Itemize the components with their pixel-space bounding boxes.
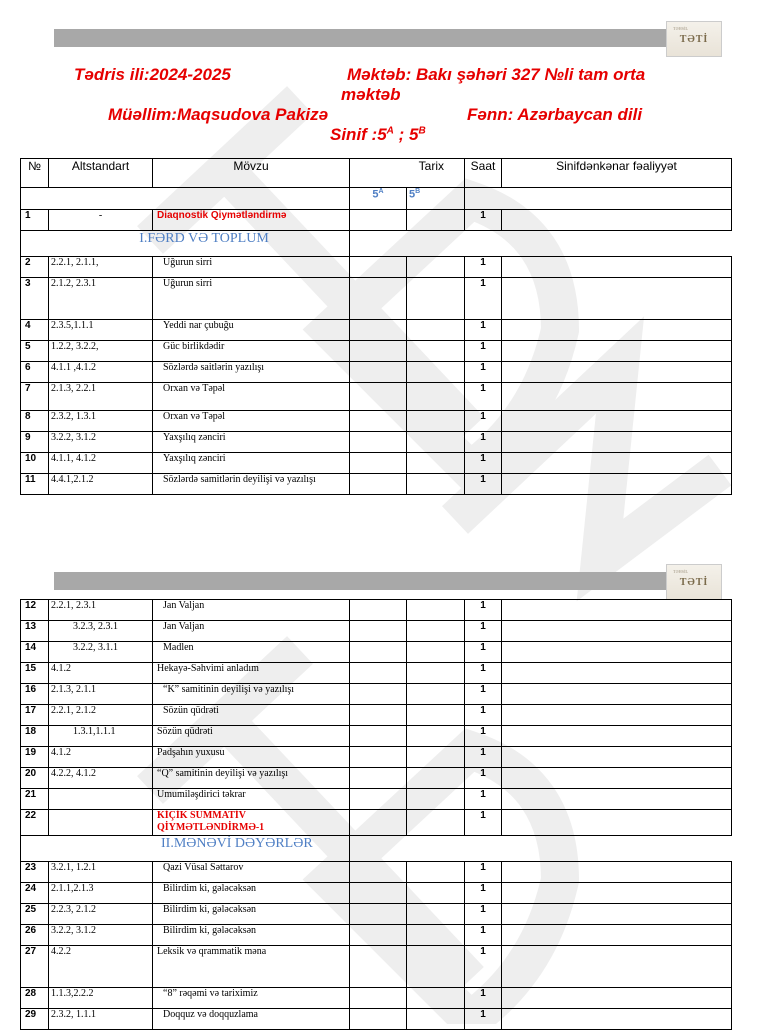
row-hours: 1 bbox=[465, 768, 502, 789]
row-topic: Madlen bbox=[153, 642, 350, 663]
col-hours: Saat bbox=[465, 159, 502, 188]
row-hours: 1 bbox=[465, 925, 502, 946]
row-substandard: 2.1.2, 2.3.1 bbox=[49, 278, 153, 320]
row-date-5b bbox=[407, 925, 465, 946]
row-date-5a bbox=[350, 411, 407, 432]
row-substandard: 2.3.2, 1.3.1 bbox=[49, 411, 153, 432]
subheader-5b bbox=[407, 188, 465, 210]
section-row bbox=[21, 836, 732, 862]
row-date-5a bbox=[350, 642, 407, 663]
row-extracurricular bbox=[502, 904, 732, 925]
subject-name: Fənn: Azərbaycan dili bbox=[467, 105, 643, 124]
table-row bbox=[21, 988, 732, 1009]
row-topic: Sözlərdə saitlərin yazılışı bbox=[153, 362, 350, 383]
table-row bbox=[21, 278, 732, 320]
row-extracurricular bbox=[502, 278, 732, 320]
table-row bbox=[21, 705, 732, 726]
row-extracurricular bbox=[502, 453, 732, 474]
row-date-5b bbox=[407, 988, 465, 1009]
row-hours: 1 bbox=[465, 883, 502, 904]
page-header-bar bbox=[54, 29, 666, 47]
row-hours: 1 bbox=[465, 810, 502, 836]
row-number: 15 bbox=[21, 663, 49, 684]
row-date-5b bbox=[407, 883, 465, 904]
subheader-5a bbox=[350, 188, 407, 210]
row-number: 21 bbox=[21, 789, 49, 810]
row-substandard: 2.3.5,1.1.1 bbox=[49, 320, 153, 341]
row-date-5a bbox=[350, 278, 407, 320]
row-extracurricular bbox=[502, 1009, 732, 1030]
row-hours: 1 bbox=[465, 946, 502, 988]
row-date-5a bbox=[350, 946, 407, 988]
row-substandard bbox=[49, 789, 153, 810]
row-extracurricular bbox=[502, 320, 732, 341]
table-row bbox=[21, 642, 732, 663]
school-name-line1: Məktəb: Bakı şəhəri 327 №li tam orta bbox=[347, 65, 646, 84]
section-row bbox=[21, 231, 732, 257]
row-topic: Güc birlikdədir bbox=[153, 341, 350, 362]
col-date-label: Tarix bbox=[418, 159, 444, 173]
row-number: 5 bbox=[21, 341, 49, 362]
row-substandard: 1.3.1,1.1.1 bbox=[49, 726, 153, 747]
row-extracurricular bbox=[502, 411, 732, 432]
table-row bbox=[21, 383, 732, 411]
row-date-5b bbox=[407, 946, 465, 988]
row-topic: Padşahın yuxusu bbox=[153, 747, 350, 768]
class-sep: ; 5 bbox=[393, 125, 419, 144]
row-date-5a bbox=[350, 925, 407, 946]
class-prefix: Sinif :5 bbox=[330, 125, 387, 144]
row-date-5b bbox=[407, 474, 465, 495]
table-row bbox=[21, 663, 732, 684]
row-date-5b bbox=[407, 768, 465, 789]
subheader-blank-right bbox=[465, 188, 732, 210]
row-number: 22 bbox=[21, 810, 49, 836]
row-date-5a bbox=[350, 341, 407, 362]
table-row bbox=[21, 474, 732, 495]
row-hours: 1 bbox=[465, 684, 502, 705]
col-number: № bbox=[21, 159, 49, 188]
logo-text: TƏTİ bbox=[679, 33, 709, 45]
row-substandard: 1.2.2, 3.2.2, bbox=[49, 341, 153, 362]
row-date-5a bbox=[350, 600, 407, 621]
row-date-5a bbox=[350, 432, 407, 453]
row-topic: “Q” samitinin deyilişi və yazılışı bbox=[153, 768, 350, 789]
row-extracurricular bbox=[502, 684, 732, 705]
row-date-5b bbox=[407, 705, 465, 726]
row-substandard: 3.2.2, 3.1.2 bbox=[49, 432, 153, 453]
row-substandard: 3.2.2, 3.1.1 bbox=[49, 642, 153, 663]
row-substandard bbox=[49, 810, 153, 836]
row-date-5b bbox=[407, 642, 465, 663]
row-hours: 1 bbox=[465, 862, 502, 883]
row-substandard: 2.1.3, 2.1.1 bbox=[49, 684, 153, 705]
row-topic: Bilirdim ki, gələcəksən bbox=[153, 925, 350, 946]
row-substandard: 2.2.1, 2.1.1, bbox=[49, 257, 153, 278]
row-date-5b bbox=[407, 320, 465, 341]
row-date-5a bbox=[350, 210, 407, 231]
col-date bbox=[350, 159, 465, 188]
section-title: II.MƏNƏVİ DƏYƏRLƏR bbox=[21, 836, 350, 862]
table-row bbox=[21, 946, 732, 988]
row-extracurricular bbox=[502, 663, 732, 684]
row-topic: Qazi Vüsal Səttarov bbox=[153, 862, 350, 883]
row-extracurricular bbox=[502, 621, 732, 642]
row-substandard: 3.2.2, 3.1.2 bbox=[49, 925, 153, 946]
table-row bbox=[21, 411, 732, 432]
row-topic: Orxan və Təpəl bbox=[153, 411, 350, 432]
lesson-plan-table-page1 bbox=[20, 158, 732, 495]
row-number: 20 bbox=[21, 768, 49, 789]
row-number: 17 bbox=[21, 705, 49, 726]
row-date-5b bbox=[407, 1009, 465, 1030]
logo-caption: TƏHSİL bbox=[673, 26, 689, 31]
row-number: 28 bbox=[21, 988, 49, 1009]
row-date-5b bbox=[407, 663, 465, 684]
row-hours: 1 bbox=[465, 600, 502, 621]
row-topic: Yaxşılıq zənciri bbox=[153, 453, 350, 474]
table-row bbox=[21, 621, 732, 642]
row-date-5a bbox=[350, 257, 407, 278]
row-substandard: 4.1.1, 4.1.2 bbox=[49, 453, 153, 474]
row-hours: 1 bbox=[465, 362, 502, 383]
row-hours: 1 bbox=[465, 278, 502, 320]
row-topic: Jan Valjan bbox=[153, 621, 350, 642]
row-date-5a bbox=[350, 810, 407, 836]
row-number: 10 bbox=[21, 453, 49, 474]
row-date-5a bbox=[350, 474, 407, 495]
row-date-5b bbox=[407, 383, 465, 411]
row-substandard: 4.1.2 bbox=[49, 747, 153, 768]
row-date-5a bbox=[350, 747, 407, 768]
row-hours: 1 bbox=[465, 1009, 502, 1030]
class-a: A bbox=[386, 125, 394, 137]
row-date-5a bbox=[350, 320, 407, 341]
section-blank bbox=[350, 836, 732, 862]
row-topic: Umumiləşdirici təkrar bbox=[153, 789, 350, 810]
row-date-5a bbox=[350, 883, 407, 904]
row-hours: 1 bbox=[465, 257, 502, 278]
table-row bbox=[21, 768, 732, 789]
row-extracurricular bbox=[502, 257, 732, 278]
row-date-5b bbox=[407, 341, 465, 362]
row-number: 11 bbox=[21, 474, 49, 495]
section-title: I.FƏRD VƏ TOPLUM bbox=[21, 231, 350, 257]
row-date-5b bbox=[407, 278, 465, 320]
row-number: 13 bbox=[21, 621, 49, 642]
row-topic: Hekayə-Səhvimi anladım bbox=[153, 663, 350, 684]
row-extracurricular bbox=[502, 383, 732, 411]
row-number: 16 bbox=[21, 684, 49, 705]
row-date-5b bbox=[407, 362, 465, 383]
table-row bbox=[21, 904, 732, 925]
school-name-line2: məktəb bbox=[341, 85, 401, 104]
row-topic: Sözlərdə samitlərin deyilişi və yazılışı bbox=[153, 474, 350, 495]
class-label bbox=[330, 125, 426, 145]
table-row bbox=[21, 1009, 732, 1030]
row-topic: Yeddi nar çubuğu bbox=[153, 320, 350, 341]
row-topic: “8” rəqəmi və tariximiz bbox=[153, 988, 350, 1009]
table-row bbox=[21, 453, 732, 474]
logo-text-2: TƏTİ bbox=[679, 576, 709, 588]
row-hours: 1 bbox=[465, 320, 502, 341]
table-row bbox=[21, 684, 732, 705]
table-row bbox=[21, 862, 732, 883]
row-number: 3 bbox=[21, 278, 49, 320]
row-topic: Doqquz və doqquzlama bbox=[153, 1009, 350, 1030]
row-substandard: 4.1.2 bbox=[49, 663, 153, 684]
row-extracurricular bbox=[502, 883, 732, 904]
row-date-5a bbox=[350, 768, 407, 789]
table-row bbox=[21, 925, 732, 946]
teacher-name: Müəllim:Maqsudova Pakizə bbox=[108, 105, 329, 124]
row-extracurricular bbox=[502, 600, 732, 621]
sub-a-sup: A bbox=[378, 188, 384, 195]
table-row bbox=[21, 883, 732, 904]
row-hours: 1 bbox=[465, 904, 502, 925]
row-extracurricular bbox=[502, 862, 732, 883]
row-hours: 1 bbox=[465, 453, 502, 474]
row-hours: 1 bbox=[465, 383, 502, 411]
row-substandard: 4.4.1,2.1.2 bbox=[49, 474, 153, 495]
col-substandard: Altstandart bbox=[49, 159, 153, 188]
school-year: Tədris ili:2024-2025 bbox=[74, 65, 231, 84]
row-extracurricular bbox=[502, 474, 732, 495]
row-date-5a bbox=[350, 621, 407, 642]
tdm-logo-2 bbox=[666, 564, 722, 600]
row-date-5a bbox=[350, 726, 407, 747]
table-row bbox=[21, 726, 732, 747]
row-substandard: 4.2.2 bbox=[49, 946, 153, 988]
row-date-5a bbox=[350, 684, 407, 705]
row-number: 4 bbox=[21, 320, 49, 341]
class-b: B bbox=[418, 125, 426, 137]
row-date-5a bbox=[350, 862, 407, 883]
row-date-5b bbox=[407, 726, 465, 747]
row-number: 23 bbox=[21, 862, 49, 883]
row-extracurricular bbox=[502, 988, 732, 1009]
row-date-5a bbox=[350, 383, 407, 411]
table-row bbox=[21, 747, 732, 768]
row-topic: Bilirdim ki, gələcəksən bbox=[153, 904, 350, 925]
row-number: 14 bbox=[21, 642, 49, 663]
row-substandard: 2.1.1,2.1.3 bbox=[49, 883, 153, 904]
row-number: 9 bbox=[21, 432, 49, 453]
sub-b-num: 5 bbox=[409, 188, 416, 201]
row-hours: 1 bbox=[465, 988, 502, 1009]
row-date-5b bbox=[407, 257, 465, 278]
row-date-5a bbox=[350, 1009, 407, 1030]
row-date-5b bbox=[407, 453, 465, 474]
row-number: 6 bbox=[21, 362, 49, 383]
row-topic: Sözün qüdrəti bbox=[153, 705, 350, 726]
row-substandard: 3.2.3, 2.3.1 bbox=[49, 621, 153, 642]
table-row bbox=[21, 341, 732, 362]
row-topic: Leksik və qrammatik məna bbox=[153, 946, 350, 988]
row-topic: Jan Valjan bbox=[153, 600, 350, 621]
table-row bbox=[21, 362, 732, 383]
row-substandard: 4.1.1 ,4.1.2 bbox=[49, 362, 153, 383]
row-topic: Bilirdim ki, gələcəksən bbox=[153, 883, 350, 904]
col-extracurricular: Sinifdənkənar fəaliyyət bbox=[502, 159, 732, 188]
table-row bbox=[21, 320, 732, 341]
row-date-5b bbox=[407, 210, 465, 231]
row-extracurricular bbox=[502, 362, 732, 383]
tdm-logo bbox=[666, 21, 722, 57]
row-number: 27 bbox=[21, 946, 49, 988]
row-hours: 1 bbox=[465, 642, 502, 663]
row-hours: 1 bbox=[465, 474, 502, 495]
subheader-blank bbox=[21, 188, 350, 210]
row-date-5a bbox=[350, 904, 407, 925]
row-number: 24 bbox=[21, 883, 49, 904]
row-hours: 1 bbox=[465, 705, 502, 726]
row-date-5b bbox=[407, 904, 465, 925]
row-topic: Uğurun sirri bbox=[153, 278, 350, 320]
col-topic: Mövzu bbox=[153, 159, 350, 188]
row-extracurricular bbox=[502, 726, 732, 747]
row-substandard: 3.2.1, 1.2.1 bbox=[49, 862, 153, 883]
table-row bbox=[21, 810, 732, 836]
row-hours: 1 bbox=[465, 789, 502, 810]
row-date-5a bbox=[350, 705, 407, 726]
row-extracurricular bbox=[502, 432, 732, 453]
row-substandard: 2.2.1, 2.3.1 bbox=[49, 600, 153, 621]
row-number: 7 bbox=[21, 383, 49, 411]
row-date-5b bbox=[407, 684, 465, 705]
row-date-5a bbox=[350, 453, 407, 474]
row-substandard: - bbox=[49, 210, 153, 231]
row-topic: KİÇİK SUMMATİV QİYMƏTLƏNDİRMƏ-1 bbox=[153, 810, 350, 836]
row-date-5b bbox=[407, 411, 465, 432]
row-number: 12 bbox=[21, 600, 49, 621]
row-date-5a bbox=[350, 988, 407, 1009]
row-number: 1 bbox=[21, 210, 49, 231]
sub-a-num: 5 bbox=[372, 188, 379, 201]
row-hours: 1 bbox=[465, 432, 502, 453]
row-number: 19 bbox=[21, 747, 49, 768]
row-topic: “K” samitinin deyilişi və yazılışı bbox=[153, 684, 350, 705]
row-extracurricular bbox=[502, 946, 732, 988]
sub-b-sup: B bbox=[415, 188, 421, 195]
table-row bbox=[21, 600, 732, 621]
row-number: 2 bbox=[21, 257, 49, 278]
lesson-plan-table-page2 bbox=[20, 599, 732, 1030]
row-date-5b bbox=[407, 810, 465, 836]
row-number: 26 bbox=[21, 925, 49, 946]
row-date-5a bbox=[350, 789, 407, 810]
row-hours: 1 bbox=[465, 747, 502, 768]
row-topic: Uğurun sirri bbox=[153, 257, 350, 278]
row-substandard: 1.1.3,2.2.2 bbox=[49, 988, 153, 1009]
row-number: 8 bbox=[21, 411, 49, 432]
row-number: 29 bbox=[21, 1009, 49, 1030]
table-row bbox=[21, 210, 732, 231]
table-row bbox=[21, 257, 732, 278]
table-row bbox=[21, 789, 732, 810]
row-number: 18 bbox=[21, 726, 49, 747]
page-header-bar-2 bbox=[54, 572, 666, 590]
row-substandard: 4.2.2, 4.1.2 bbox=[49, 768, 153, 789]
row-date-5b bbox=[407, 862, 465, 883]
row-date-5b bbox=[407, 432, 465, 453]
row-topic: Sözün qüdrəti bbox=[153, 726, 350, 747]
row-date-5a bbox=[350, 663, 407, 684]
row-extracurricular bbox=[502, 210, 732, 231]
row-hours: 1 bbox=[465, 341, 502, 362]
row-substandard: 2.2.1, 2.1.2 bbox=[49, 705, 153, 726]
row-extracurricular bbox=[502, 341, 732, 362]
row-hours: 1 bbox=[465, 663, 502, 684]
row-extracurricular bbox=[502, 768, 732, 789]
row-hours: 1 bbox=[465, 210, 502, 231]
row-date-5b bbox=[407, 747, 465, 768]
row-date-5b bbox=[407, 600, 465, 621]
row-hours: 1 bbox=[465, 726, 502, 747]
row-date-5b bbox=[407, 789, 465, 810]
row-topic: Orxan və Təpəl bbox=[153, 383, 350, 411]
row-substandard: 2.2.3, 2.1.2 bbox=[49, 904, 153, 925]
row-hours: 1 bbox=[465, 411, 502, 432]
row-extracurricular bbox=[502, 705, 732, 726]
logo-caption-2: TƏHSİL bbox=[673, 569, 689, 574]
row-extracurricular bbox=[502, 810, 732, 836]
row-topic: Yaxşılıq zənciri bbox=[153, 432, 350, 453]
table-row bbox=[21, 432, 732, 453]
row-topic: Diaqnostik Qiymətləndirmə bbox=[153, 210, 350, 231]
row-extracurricular bbox=[502, 642, 732, 663]
row-date-5b bbox=[407, 621, 465, 642]
row-substandard: 2.1.3, 2.2.1 bbox=[49, 383, 153, 411]
row-number: 25 bbox=[21, 904, 49, 925]
row-hours: 1 bbox=[465, 621, 502, 642]
row-extracurricular bbox=[502, 747, 732, 768]
row-extracurricular bbox=[502, 925, 732, 946]
row-substandard: 2.3.2, 1.1.1 bbox=[49, 1009, 153, 1030]
section-blank bbox=[350, 231, 732, 257]
row-extracurricular bbox=[502, 789, 732, 810]
row-date-5a bbox=[350, 362, 407, 383]
